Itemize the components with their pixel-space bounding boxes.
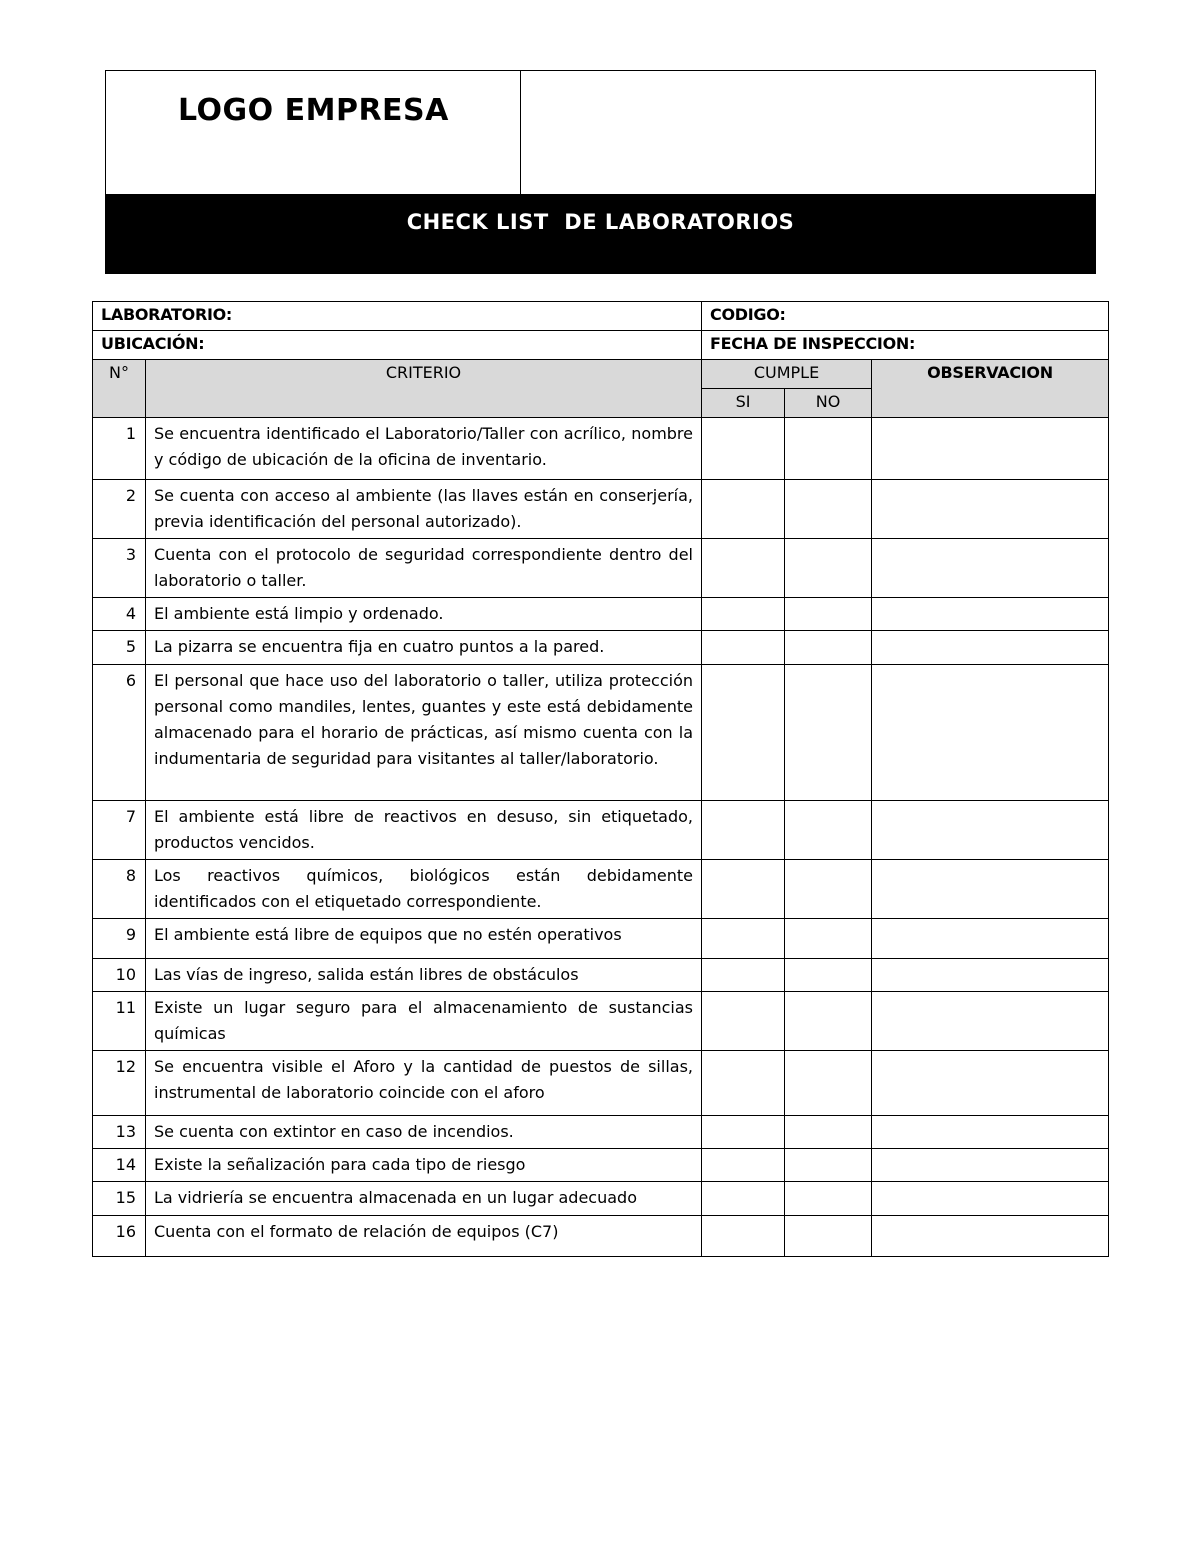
ubicacion-label[interactable]: UBICACIÓN: (93, 331, 702, 360)
si-checkbox-cell[interactable] (702, 860, 785, 919)
si-checkbox-cell[interactable] (702, 418, 785, 480)
no-checkbox-cell[interactable] (785, 992, 872, 1051)
si-checkbox-cell[interactable] (702, 801, 785, 860)
no-checkbox-cell[interactable] (785, 959, 872, 992)
table-row (93, 919, 1109, 959)
row-number: 6 (93, 665, 146, 801)
criterio-text: Cuenta con el protocolo de seguridad correspondiente dentro del laboratorio o taller. (146, 539, 702, 598)
table-row (93, 598, 1109, 631)
criterio-text: El ambiente está libre de equipos que no estén operativos (146, 919, 702, 959)
si-checkbox-cell[interactable] (702, 992, 785, 1051)
column-header-row (93, 360, 1109, 389)
si-checkbox-cell[interactable] (702, 631, 785, 665)
document-title: CHECK LIST DE LABORATORIOS (406, 210, 795, 234)
table-row (93, 418, 1109, 480)
observacion-cell[interactable] (872, 1182, 1109, 1216)
criterio-text: Se encuentra visible el Aforo y la cantidad de puestos de sillas, instrumental de laboratorio coincide con el aforo (146, 1051, 702, 1116)
criterio-text: El ambiente está limpio y ordenado. (146, 598, 702, 631)
si-checkbox-cell[interactable] (702, 665, 785, 801)
col-observacion-header: OBSERVACION (872, 360, 1109, 418)
criterio-text: Las vías de ingreso, salida están libres de obstáculos (146, 959, 702, 992)
col-criterio-header: CRITERIO (146, 360, 702, 418)
laboratorio-label[interactable]: LABORATORIO: (93, 302, 702, 331)
no-checkbox-cell[interactable] (785, 598, 872, 631)
form-row-laboratorio (93, 302, 1109, 331)
row-number: 2 (93, 480, 146, 539)
row-number: 13 (93, 1116, 146, 1149)
row-number: 14 (93, 1149, 146, 1182)
observacion-cell[interactable] (872, 992, 1109, 1051)
col-cumple-header: CUMPLE (702, 360, 872, 389)
table-row (93, 631, 1109, 665)
row-number: 15 (93, 1182, 146, 1216)
table-row (93, 801, 1109, 860)
si-checkbox-cell[interactable] (702, 480, 785, 539)
criterio-text: El ambiente está libre de reactivos en desuso, sin etiquetado, productos vencidos. (146, 801, 702, 860)
observacion-cell[interactable] (872, 1051, 1109, 1116)
si-checkbox-cell[interactable] (702, 919, 785, 959)
fecha-inspeccion-label[interactable]: FECHA DE INSPECCION: (702, 331, 1109, 360)
criterio-text: Existe la señalización para cada tipo de riesgo (146, 1149, 702, 1182)
no-checkbox-cell[interactable] (785, 539, 872, 598)
observacion-cell[interactable] (872, 801, 1109, 860)
table-row (93, 1182, 1109, 1216)
row-number: 11 (93, 992, 146, 1051)
row-number: 7 (93, 801, 146, 860)
row-number: 9 (93, 919, 146, 959)
row-number: 5 (93, 631, 146, 665)
col-num-header: N° (93, 360, 146, 418)
criterio-text: Los reactivos químicos, biológicos están debidamente identificados con el etiquetado correspondiente. (146, 860, 702, 919)
col-si-header: SI (702, 389, 785, 418)
no-checkbox-cell[interactable] (785, 1182, 872, 1216)
observacion-cell[interactable] (872, 665, 1109, 801)
table-row (93, 860, 1109, 919)
criterio-text: La pizarra se encuentra fija en cuatro puntos a la pared. (146, 631, 702, 665)
table-row (93, 992, 1109, 1051)
observacion-cell[interactable] (872, 539, 1109, 598)
no-checkbox-cell[interactable] (785, 665, 872, 801)
table-row (93, 1216, 1109, 1257)
no-checkbox-cell[interactable] (785, 631, 872, 665)
si-checkbox-cell[interactable] (702, 959, 785, 992)
form-row-ubicacion (93, 331, 1109, 360)
criterio-text: La vidriería se encuentra almacenada en un lugar adecuado (146, 1182, 702, 1216)
no-checkbox-cell[interactable] (785, 480, 872, 539)
no-checkbox-cell[interactable] (785, 860, 872, 919)
col-no-header: NO (785, 389, 872, 418)
observacion-cell[interactable] (872, 919, 1109, 959)
row-number: 10 (93, 959, 146, 992)
no-checkbox-cell[interactable] (785, 1149, 872, 1182)
observacion-cell[interactable] (872, 1149, 1109, 1182)
row-number: 12 (93, 1051, 146, 1116)
criterio-text: Existe un lugar seguro para el almacenamiento de sustancias químicas (146, 992, 702, 1051)
logo-cell (106, 71, 521, 194)
observacion-cell[interactable] (872, 860, 1109, 919)
document-header (105, 70, 1096, 274)
si-checkbox-cell[interactable] (702, 1051, 785, 1116)
title-bar (106, 194, 1095, 274)
no-checkbox-cell[interactable] (785, 418, 872, 480)
no-checkbox-cell[interactable] (785, 1216, 872, 1257)
si-checkbox-cell[interactable] (702, 1182, 785, 1216)
table-row (93, 665, 1109, 801)
si-checkbox-cell[interactable] (702, 539, 785, 598)
checklist-table (92, 301, 1109, 1257)
table-row (93, 480, 1109, 539)
no-checkbox-cell[interactable] (785, 801, 872, 860)
criterio-text: El personal que hace uso del laboratorio o taller, utiliza protección personal como mandiles, lentes, guantes y este está debidamente almacenado para el horario de prácticas, así mismo cuenta con la indumentaria de seguridad para visitantes al taller/laboratorio. (146, 665, 702, 801)
logo-text: LOGO EMPRESA (178, 93, 449, 128)
observacion-cell[interactable] (872, 1116, 1109, 1149)
row-number: 1 (93, 418, 146, 480)
table-row (93, 1149, 1109, 1182)
si-checkbox-cell[interactable] (702, 598, 785, 631)
si-checkbox-cell[interactable] (702, 1116, 785, 1149)
observacion-cell[interactable] (872, 598, 1109, 631)
criterio-text: Se cuenta con acceso al ambiente (las llaves están en conserjería, previa identificación del personal autorizado). (146, 480, 702, 539)
row-number: 8 (93, 860, 146, 919)
no-checkbox-cell[interactable] (785, 1116, 872, 1149)
table-row (93, 959, 1109, 992)
observacion-cell[interactable] (872, 480, 1109, 539)
criterio-text: Cuenta con el formato de relación de equipos (C7) (146, 1216, 702, 1257)
no-checkbox-cell[interactable] (785, 1051, 872, 1116)
table-row (93, 1116, 1109, 1149)
row-number: 16 (93, 1216, 146, 1257)
criterio-text: Se encuentra identificado el Laboratorio/Taller con acrílico, nombre y código de ubicación de la oficina de inventario. (146, 418, 702, 480)
no-checkbox-cell[interactable] (785, 919, 872, 959)
si-checkbox-cell[interactable] (702, 1216, 785, 1257)
observacion-cell[interactable] (872, 1216, 1109, 1257)
row-number: 4 (93, 598, 146, 631)
table-row (93, 539, 1109, 598)
criterio-text: Se cuenta con extintor en caso de incendios. (146, 1116, 702, 1149)
table-row (93, 1051, 1109, 1116)
si-checkbox-cell[interactable] (702, 1149, 785, 1182)
codigo-label[interactable]: CODIGO: (702, 302, 1109, 331)
observacion-cell[interactable] (872, 631, 1109, 665)
observacion-cell[interactable] (872, 418, 1109, 480)
row-number: 3 (93, 539, 146, 598)
observacion-cell[interactable] (872, 959, 1109, 992)
